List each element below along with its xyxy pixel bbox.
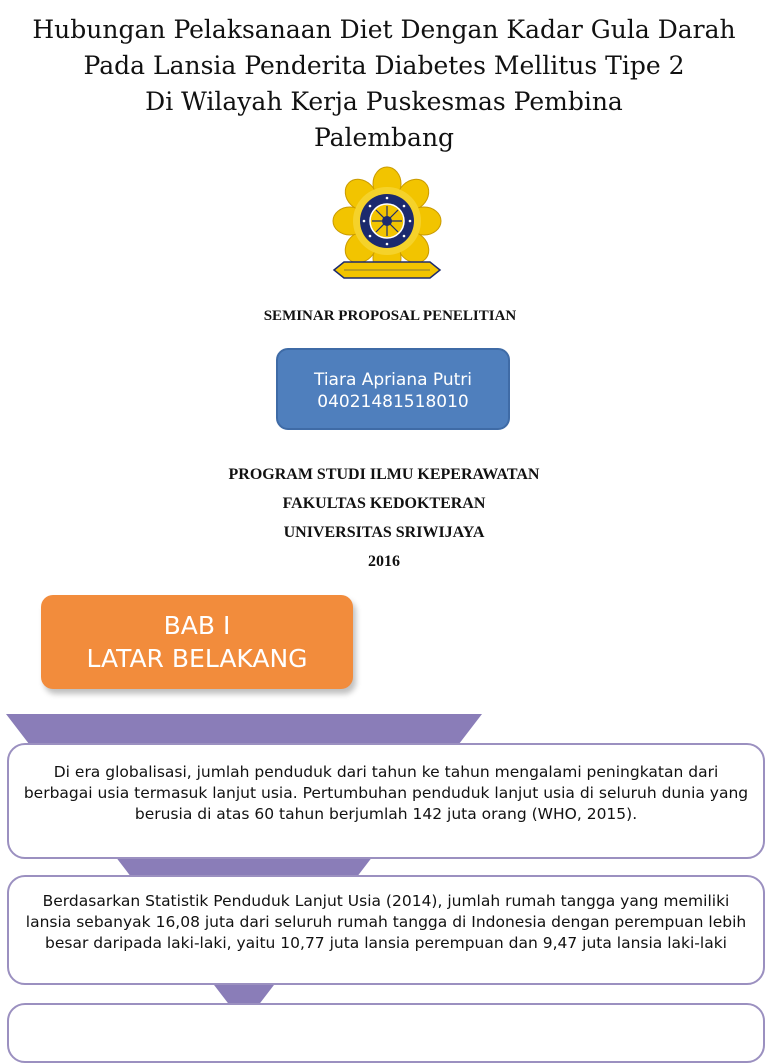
program-name: PROGRAM STUDI ILMU KEPERAWATAN	[228, 466, 540, 483]
page-title	[0, 12, 768, 156]
institution-block	[0, 460, 768, 576]
presenter-id: 04021481518010	[317, 392, 469, 412]
seminar-label: SEMINAR PROPOSAL PENELITIAN	[263, 308, 517, 324]
title-line-3: Di Wilayah Kerja Puskesmas Pembina	[145, 87, 623, 116]
paragraph-card-3	[7, 1003, 765, 1063]
year: 2016	[368, 553, 400, 570]
chapter-heading-box	[41, 595, 353, 689]
title-line-2: Pada Lansia Penderita Diabetes Mellitus Tipe 2	[83, 51, 685, 80]
university-name: UNIVERSITAS SRIWIJAYA	[283, 524, 485, 541]
title-line-1: Hubungan Pelaksanaan Diet Dengan Kadar Gula Darah	[32, 15, 736, 44]
title-line-4: Palembang	[313, 123, 455, 152]
presenter-name: Tiara Apriana Putri	[313, 370, 473, 390]
chapter-title: LATAR BELAKANG	[86, 644, 308, 673]
presenter-box	[276, 348, 510, 430]
university-logo	[328, 166, 446, 288]
paragraph-card-2: Berdasarkan Statistik Penduduk Lanjut Usia (2014), jumlah rumah tangga yang memiliki lansia sebanyak 16,08 juta dari seluruh rumah tangga di Indonesia dengan perempuan lebih besar daripada laki-laki, yaitu 10,77 juta lansia perempuan dan 9,47 juta lansia laki-laki	[7, 875, 765, 985]
paragraph-card-1: Di era globalisasi, jumlah penduduk dari tahun ke tahun mengalami peningkatan dari berbagai usia termasuk lanjut usia. Pertumbuhan penduduk lanjut usia di seluruh dunia yang berusia di atas 60 tahun berjumlah 142 juta orang (WHO, 2015).	[7, 743, 765, 859]
faculty-name: FAKULTAS KEDOKTERAN	[282, 495, 486, 512]
chapter-number: BAB I	[163, 611, 231, 640]
